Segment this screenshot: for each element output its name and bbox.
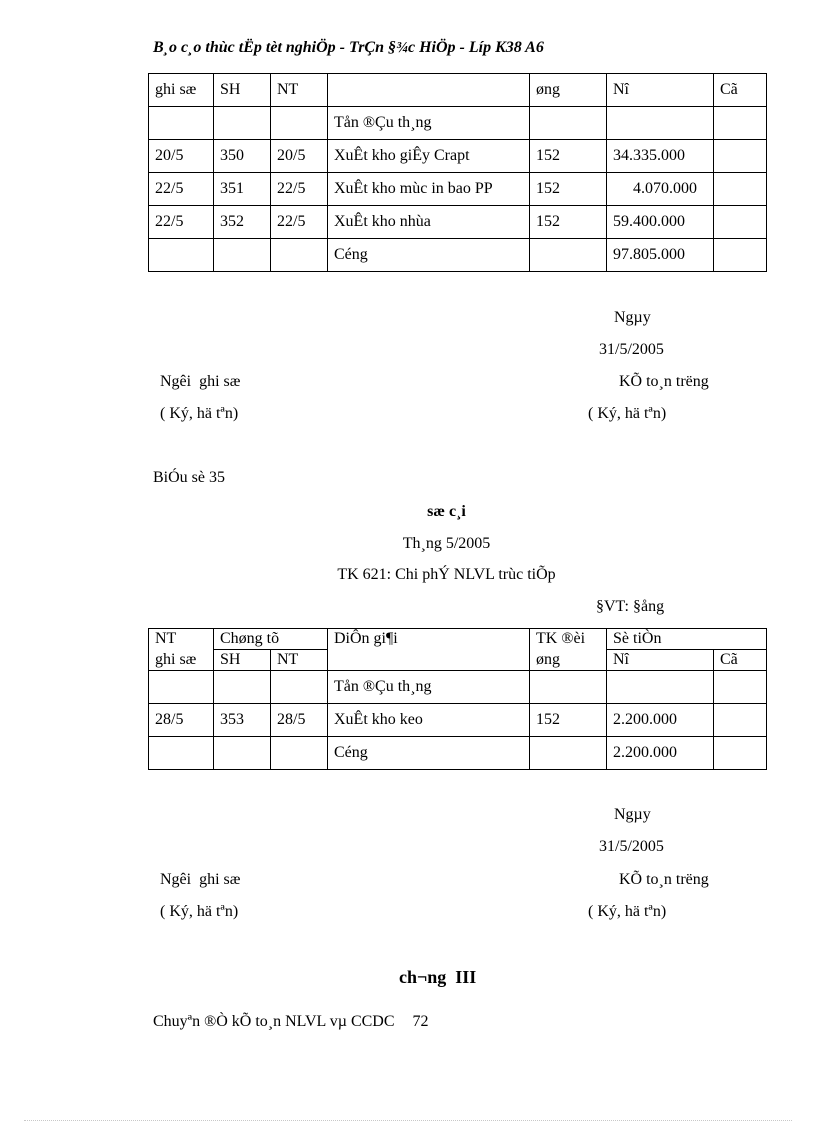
- table-row: [149, 140, 767, 173]
- table-row: [149, 671, 767, 704]
- col-header: øng: [530, 650, 607, 671]
- col-header: SH: [214, 650, 271, 671]
- table-cell: 22/5: [271, 206, 328, 239]
- table-row: [149, 737, 767, 770]
- date-label: Ngµy: [614, 806, 651, 823]
- table-cell: [530, 737, 607, 770]
- table-cell: [607, 671, 714, 704]
- ledger-title: sæ c¸i: [427, 503, 466, 520]
- col-header: NT: [149, 629, 214, 650]
- table-cell: [530, 107, 607, 140]
- table-cell: 28/5: [271, 704, 328, 737]
- signer-right-title: KÕ to¸n trëng: [619, 373, 709, 390]
- table-cell: [149, 107, 214, 140]
- col-header: [328, 74, 530, 107]
- table-cell: XuÊt kho keo: [328, 704, 530, 737]
- col-header: NT: [271, 74, 328, 107]
- signer-right-title: KÕ to¸n trëng: [619, 871, 709, 888]
- table-row: [149, 173, 767, 206]
- table-cell: 152: [530, 704, 607, 737]
- table-cell: [271, 107, 328, 140]
- signer-left-note: ( Ký, hä tªn): [160, 405, 239, 422]
- ledger-table-1: [148, 73, 767, 272]
- col-header: ghi sæ: [149, 650, 214, 671]
- table-cell: 350: [214, 140, 271, 173]
- page-number: 72: [412, 1013, 429, 1030]
- table-header-row: [149, 650, 767, 671]
- table-cell: [714, 206, 767, 239]
- table-cell: Céng: [328, 239, 530, 272]
- signer-left-note: ( Ký, hä tªn): [160, 903, 239, 920]
- col-header: Cã: [714, 650, 767, 671]
- table-cell: 351: [214, 173, 271, 206]
- table-row: [149, 107, 767, 140]
- col-header: TK ®èi: [530, 629, 607, 650]
- table-cell: 4.070.000: [607, 173, 714, 206]
- table-row: [149, 206, 767, 239]
- table-cell: 34.335.000: [607, 140, 714, 173]
- ledger-account: TK 621: Chi phÝ NLVL trùc tiÕp: [337, 566, 556, 583]
- table-cell: [714, 704, 767, 737]
- col-header: SH: [214, 74, 271, 107]
- ledger-month: Th¸ng 5/2005: [402, 535, 491, 552]
- col-header: Cã: [714, 74, 767, 107]
- table-cell: [214, 239, 271, 272]
- table-cell: [530, 239, 607, 272]
- signer-right-note: ( Ký, hä tªn): [588, 405, 667, 422]
- table-cell: [714, 107, 767, 140]
- table-cell: XuÊt kho nhùa: [328, 206, 530, 239]
- chapter-heading: ch¬ng III: [399, 967, 477, 987]
- date-value: 31/5/2005: [599, 341, 664, 358]
- table-cell: [214, 107, 271, 140]
- table-cell: 22/5: [149, 173, 214, 206]
- table-cell: [271, 239, 328, 272]
- table-cell: [214, 737, 271, 770]
- date-label: Ngµy: [614, 309, 651, 326]
- col-header: Sè tiÒn: [607, 629, 767, 650]
- table-cell: 152: [530, 173, 607, 206]
- table-cell: [271, 737, 328, 770]
- col-header: DiÔn gi¶i: [328, 629, 530, 650]
- table-header-row: [149, 74, 767, 107]
- date-value: 31/5/2005: [599, 838, 664, 855]
- currency-unit: §VT: §ång: [596, 598, 665, 615]
- table-row: [149, 704, 767, 737]
- col-header: [328, 650, 530, 671]
- table-cell: 353: [214, 704, 271, 737]
- table-row: [149, 239, 767, 272]
- col-header: Chøng tõ: [214, 629, 328, 650]
- table-cell: [149, 239, 214, 272]
- col-header: NT: [271, 650, 328, 671]
- table-cell: 2.200.000: [607, 704, 714, 737]
- table-cell: [714, 140, 767, 173]
- signer-right-note: ( Ký, hä tªn): [588, 903, 667, 920]
- ledger-table-2: [148, 628, 767, 770]
- table-cell: Tån ®Çu th¸ng: [328, 671, 530, 704]
- col-header: Nî: [607, 650, 714, 671]
- page-header: B¸o c¸o thùc tËp tèt nghiÖp - TrÇn §¾c HiÖp - Líp K38 A6: [153, 39, 544, 56]
- table-cell: 97.805.000: [607, 239, 714, 272]
- table-cell: 20/5: [271, 140, 328, 173]
- table-cell: 352: [214, 206, 271, 239]
- col-header: ghi sæ: [149, 74, 214, 107]
- table-cell: XuÊt kho mùc in bao PP: [328, 173, 530, 206]
- table-cell: [149, 671, 214, 704]
- col-header: øng: [530, 74, 607, 107]
- signer-left-title: Ngêi ghi sæ: [160, 373, 241, 390]
- table-cell: 20/5: [149, 140, 214, 173]
- table-cell: Tån ®Çu th¸ng: [328, 107, 530, 140]
- table-cell: 152: [530, 140, 607, 173]
- table-cell: [714, 737, 767, 770]
- table-cell: 28/5: [149, 704, 214, 737]
- table-cell: [271, 671, 328, 704]
- table-cell: XuÊt kho giÊy Crapt: [328, 140, 530, 173]
- form-label: BiÓu sè 35: [153, 469, 225, 486]
- table-cell: [714, 239, 767, 272]
- col-header: Nî: [607, 74, 714, 107]
- table-cell: [714, 671, 767, 704]
- page-bottom-rule: [24, 1120, 792, 1121]
- signer-left-title: Ngêi ghi sæ: [160, 871, 241, 888]
- table-cell: [607, 107, 714, 140]
- table-cell: 59.400.000: [607, 206, 714, 239]
- page-footer: [153, 1013, 429, 1031]
- table-cell: [214, 671, 271, 704]
- table-cell: 152: [530, 206, 607, 239]
- footer-subtitle: Chuyªn ®Ò kÕ to¸n NLVL vµ CCDC: [153, 1013, 395, 1030]
- table-cell: [149, 737, 214, 770]
- table-cell: 2.200.000: [607, 737, 714, 770]
- table-cell: [714, 173, 767, 206]
- table-header-row: [149, 629, 767, 650]
- table-cell: 22/5: [271, 173, 328, 206]
- table-cell: 22/5: [149, 206, 214, 239]
- table-cell: [530, 671, 607, 704]
- table-cell: Céng: [328, 737, 530, 770]
